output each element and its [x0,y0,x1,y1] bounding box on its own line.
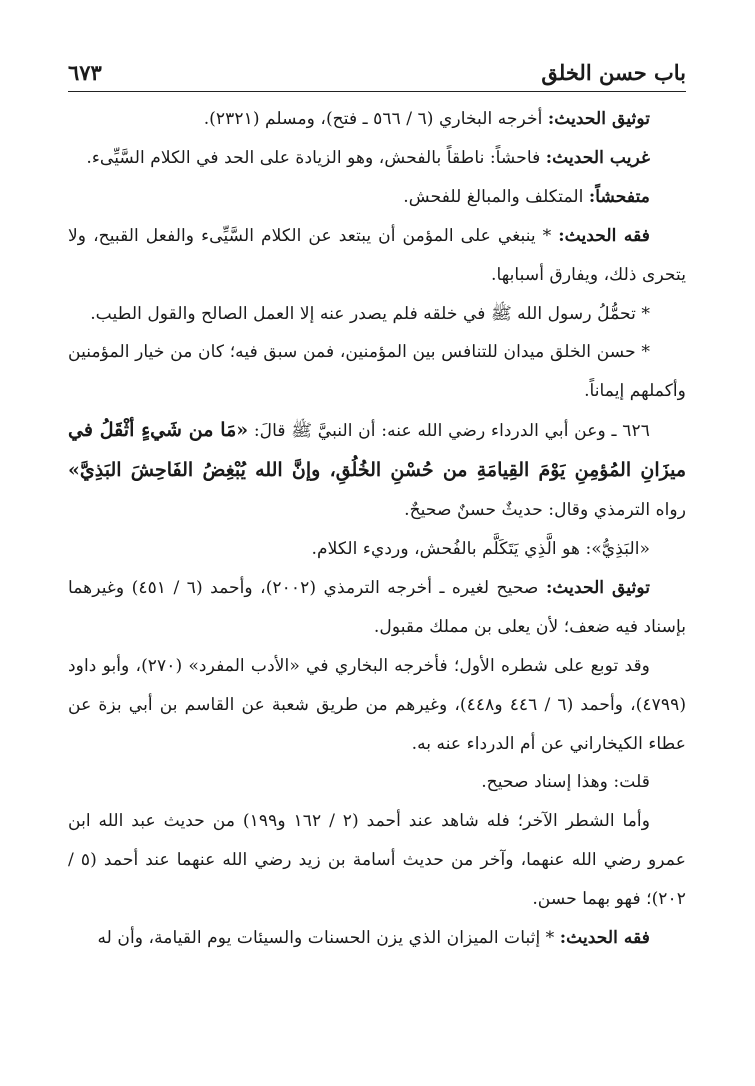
lesson-point [68,295,686,334]
vocabulary-entry [68,178,686,217]
vocabulary-entry [68,530,686,569]
paragraph-text: المتكلف والمبالغ للفحش. [403,186,589,207]
hadith-intro: ٦٢٦ ـ وعن أبي الدرداء رضي الله عنه: أن النبيَّ ﷺ قالَ: [248,421,650,442]
paragraph-text: * تحمُّلُ رسول الله ﷺ في خلقه فلم يصدر عنه إلا العمل الصالح والقول الطيب. [90,303,650,324]
authentication-detail [68,647,686,764]
hadith-authentication [68,569,686,647]
hadith-lessons [68,217,686,295]
book-page [68,60,686,958]
authentication-verdict [68,763,686,802]
paragraph-text: أخرجه البخاري (٦ / ٥٦٦ ـ فتح)، ومسلم (٢٣٢١). [203,109,548,129]
paragraph-text: * حسن الخلق ميدان للتنافس بين المؤمنين، فمن سبق فيه؛ كان من خيار المؤمنين وأكملهم إيماناً. [68,342,686,402]
page-body [68,100,686,958]
section-label: توثيق الحديث: [547,109,650,129]
hadith-source: رواه الترمذي وقال: حديثٌ حسنٌ صحيحٌ. [404,500,686,521]
paragraph-text: وأما الشطر الآخر؛ فله شاهد عند أحمد (٢ / ١٦٢ و١٩٩) من حديث عبد الله ابن عمرو رضي الله عنهما، وآخر من حديث أسامة بن زيد رضي الله عنهما عند أحمد (٥ / ٢٠٢)؛ فهو بهما حسن. [68,811,686,910]
chapter-title: باب حسن الخلق [541,60,686,85]
paragraph-text: فاحشاً: ناطقاً بالفحش، وهو الزيادة على الحد في الكلام السَّيِّىء. [86,147,546,168]
hadith-lessons [68,919,686,958]
section-label: غريب الحديث: [545,147,650,168]
hadith-626 [68,411,686,530]
hadith-text: «مَا من شَيءٍ أثْقَلُ في ميزَانِ المُؤمِنِ يَوْمَ القِيامَةِ من حُسْنِ الخُلُقِ، وإنَّ الله يُبْغِضُ الفَاحِشَ البَذِيَّ» [68,419,686,482]
hadith-vocabulary [68,139,686,178]
paragraph-text: * ينبغي على المؤمن أن يبتعد عن الكلام السَّيِّىء والفعل القبيح، ولا يتحرى ذلك، ويفارق أسبابها. [68,225,686,285]
paragraph-text: قلت: وهذا إسناد صحيح. [481,772,650,793]
paragraph-text: صحيح لغيره ـ أخرجه الترمذي (٢٠٠٢)، وأحمد (٦ / ٤٥١) وغيرهما بإسناد فيه ضعف؛ لأن يعلى بن مملك مقبول. [68,577,686,637]
lesson-point [68,333,686,411]
term: متفحشاً: [588,186,650,207]
section-label: توثيق الحديث: [545,577,651,598]
paragraph-text: وقد توبع على شطره الأول؛ فأخرجه البخاري في «الأدب المفرد» (٢٧٠)، وأبو داود (٤٧٩٩)، وأحمد (٦ / ٤٤٦ و٤٤٨)، وغيرهم من طريق شعبة عن القاسم بن أبي بزة عن عطاء الكيخاراني عن أم الدرداء عنه به. [68,655,687,754]
paragraph-text: «البَذِيُّ»: هو الَّذِي يَتَكَلَّم بالفُحش، ورديء الكلام. [311,538,650,559]
hadith-authentication [68,100,686,139]
authentication-detail [68,802,686,919]
page-number: ٦٧٣ [68,60,102,85]
section-label: فقه الحديث: [558,225,650,246]
section-label: فقه الحديث: [559,928,650,949]
page-header [68,60,686,92]
paragraph-text: * إثبات الميزان الذي يزن الحسنات والسيئات يوم القيامة، وأن له [97,928,560,949]
